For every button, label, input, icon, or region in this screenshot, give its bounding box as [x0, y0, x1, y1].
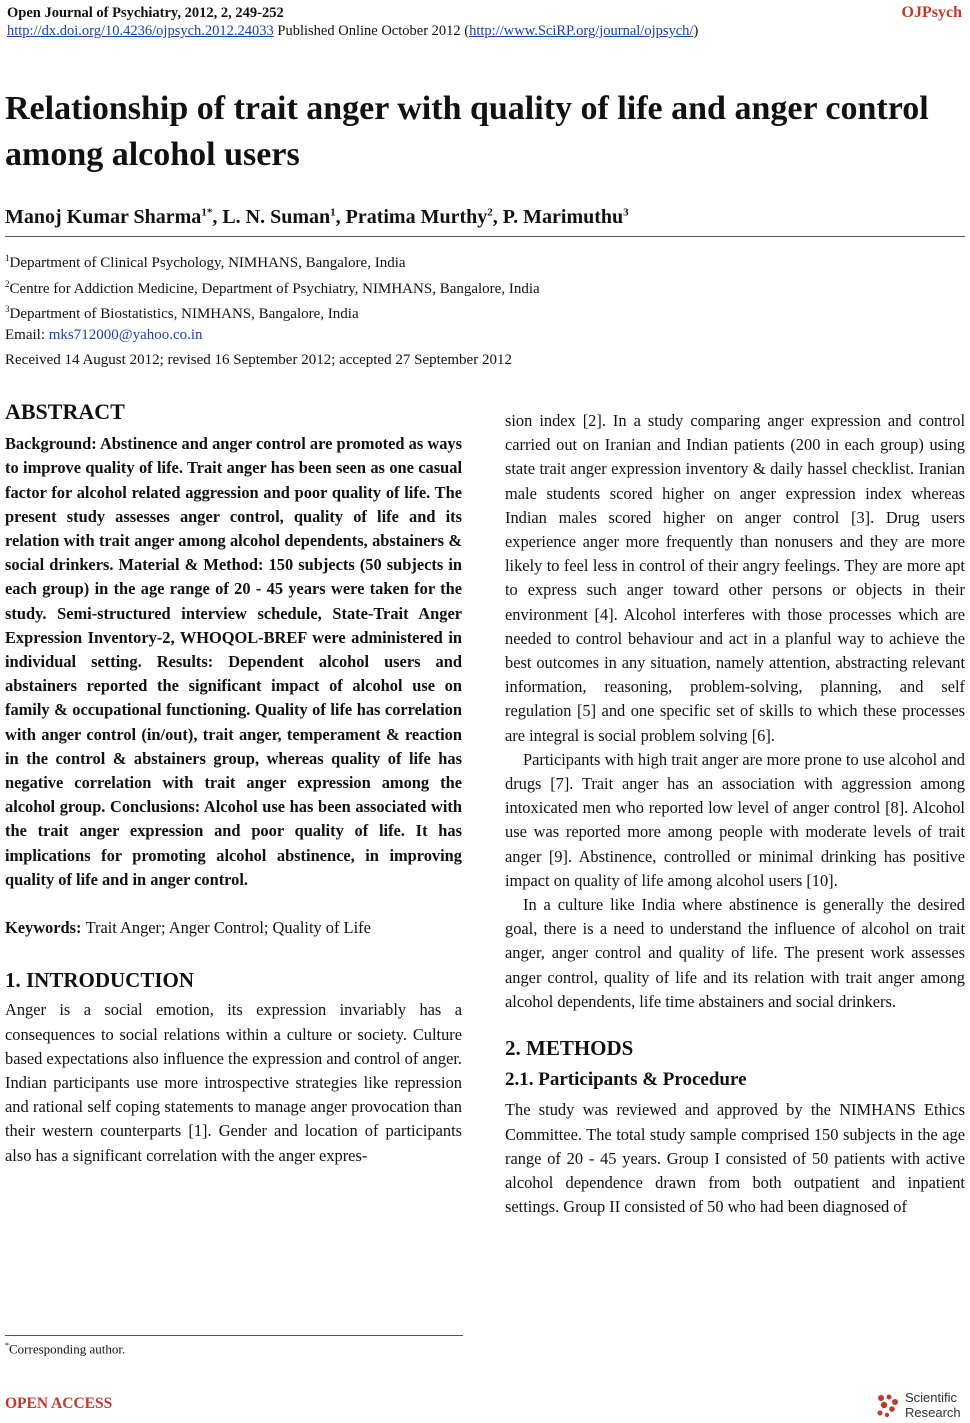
author: Pratima Murthy [345, 206, 488, 228]
affiliation-text: Department of Biostatistics, NIMHANS, Bangalore, India [9, 306, 359, 323]
logo-line: Research [905, 1405, 961, 1420]
author-sup: 1 [330, 206, 336, 219]
abstract-heading: ABSTRACT [5, 399, 125, 424]
author-sup: 3 [623, 206, 629, 219]
header-divider [5, 236, 965, 237]
close-paren: ) [693, 23, 699, 39]
keywords-label: Keywords: [5, 918, 86, 938]
email-line [5, 325, 540, 346]
journal-citation: Open Journal of Psychiatry, 2012, 2, 249-252 [7, 5, 284, 21]
author-sep: , [492, 206, 503, 228]
footnote [5, 1341, 125, 1357]
body-paragraph: In a culture like India where abstinence is generally the desired goal, there is a need to understand the influence of alcohol on trait anger, anger control and quality of life. The present work assesses anger control, quality of life and its relation with trait anger among alcohol dependents, life time abstainers and social drinkers. [505, 895, 965, 1011]
left-column [5, 400, 462, 1168]
journal-abbr: OJPsych [901, 4, 962, 21]
affiliations [5, 248, 540, 345]
right-column [505, 409, 965, 1220]
affiliation-sup: 1 [5, 253, 10, 263]
footnote-sup: * [5, 1341, 9, 1350]
intro-paragraph: Anger is a social emotion, its expression invariably has a consequences to social relations within a culture or society. Culture based expectations also influence the expression and control of anger. Indian participants use more introspective strategies like repression and rational self coping statements to manage anger provocation than their western counterparts [1]. Gender and location of participants also has a significant correlation with the anger expres- [5, 1000, 462, 1165]
methods-paragraph: The study was reviewed and approved by the NIMHANS Ethics Committee. The total study sample comprised 150 subjects in the age range of 20 - 45 years. Group I consisted of 50 patients with active alcohol dependence drawn from both outpatient and inpatient settings. Group II consisted of 50 who had been diagnosed of [505, 1100, 965, 1217]
scientific-research-logo [875, 1389, 967, 1423]
logo-mark-icon [875, 1393, 901, 1419]
author: Manoj Kumar Sharma [5, 206, 202, 228]
body-paragraph: sion index [2]. In a study comparing anger expression and control carried out on Iranian and Indian patients (200 in each group) using state trait anger expression inventory & daily hassel checklist. Iranian male students scored higher on anger expression index whereas Indian males scored higher on anger control [3]. Drug users experience anger more frequently than nonusers and they are more likely to feel less in control of their angry feelings. They are more apt to express such anger toward other persons or objects in their environment [4]. Alcohol interferes with those processes which are needed to control behaviour and act in a planful way to achieve the best outcomes in any situation, namely attention, abstracting relevant information, reasoning, problem-solving, planning, and self regulation [5] and one specific set of skills to which these processes are integral is social problem solving [6]. [505, 411, 965, 745]
affiliation [5, 299, 540, 325]
participants-subheading: 2.1. Participants & Procedure [505, 1069, 747, 1091]
methods-heading: 2. METHODS [505, 1036, 634, 1061]
keywords [5, 916, 462, 940]
author: L. N. Suman [222, 206, 331, 228]
logo-line: Scientific [905, 1390, 958, 1405]
journal-site-link[interactable]: http://www.SciRP.org/journal/ojpsych/ [469, 23, 694, 39]
abstract-body: Background: Abstinence and anger control are promoted as ways to improve quality of life. Trait anger has been seen as one casual factor for alcohol related aggression and poor quality of life. The present study assesses anger control, quality of life and its relation with trait anger among alcohol dependents, abstainers & social drinkers. Material & Method: 150 subjects (50 subjects in each group) in the age range of 20 - 45 years were taken for the study. Semi-structured interview schedule, State-Trait Anger Expression Inventory-2, WHOQOL-BREF were administered in individual setting. Results: Dependent alcohol users and abstainers reported the significant impact of alcohol use on family & occupational functioning. Quality of life has correlation with anger control (in/out), trait anger, temperament & reaction in the control & abstainers group, whereas quality of life has negative correlation with trait anger expression among the alcohol group. Conclusions: Alcohol use has been associated with the trait anger expression and poor quality of life. It has implications for promoting alcohol abstinence, in improving quality of life and in anger control. [5, 434, 462, 889]
affiliation-sup: 2 [5, 278, 10, 289]
body-paragraph: Participants with high trait anger are more prone to use alcohol and drugs [7]. Trait anger has an association with aggression among intoxicated men who reported low level of anger control [8]. Alcohol use was reported more among people with moderate levels of trait anger [9]. Abstinence, controlled or minimal drinking has positive impact on quality of life among alcohol users [10]. [505, 749, 965, 890]
author-sep: , [212, 206, 223, 228]
footnote-text: Corresponding author. [9, 1341, 126, 1357]
author: P. Marimuthu [502, 206, 624, 228]
affiliation-text: Centre for Addiction Medicine, Department of Psychiatry, NIMHANS, Bangalore, India [9, 280, 540, 297]
keywords-text: Trait Anger; Anger Control; Quality of Life [85, 918, 371, 938]
email-label: Email: [5, 326, 49, 343]
footnote-divider [5, 1335, 463, 1336]
author-sup: 1* [201, 206, 213, 219]
affiliation-text: Department of Clinical Psychology, NIMHANS, Bangalore, India [9, 255, 406, 271]
doi-line [7, 22, 962, 40]
open-access-label: OPEN ACCESS [5, 1395, 113, 1412]
paper-title: Relationship of trait anger with quality of life and anger control among alcohol users [5, 90, 929, 173]
affiliation [5, 274, 540, 300]
affiliation-sup: 3 [5, 304, 10, 315]
running-header [7, 4, 962, 40]
affiliation [5, 248, 540, 274]
author-list [5, 206, 629, 229]
email-link[interactable]: mks712000@yahoo.co.in [48, 326, 203, 343]
author-sup: 2 [487, 206, 493, 219]
published-text: Published Online October 2012 ( [273, 23, 470, 39]
author-sep: , [335, 206, 346, 228]
introduction-heading: 1. INTRODUCTION [5, 968, 195, 993]
logo-text [905, 1390, 961, 1420]
received-dates: Received 14 August 2012; revised 16 September 2012; accepted 27 September 2012 [5, 352, 512, 368]
doi-link[interactable]: http://dx.doi.org/10.4236/ojpsych.2012.24033 [7, 23, 274, 39]
